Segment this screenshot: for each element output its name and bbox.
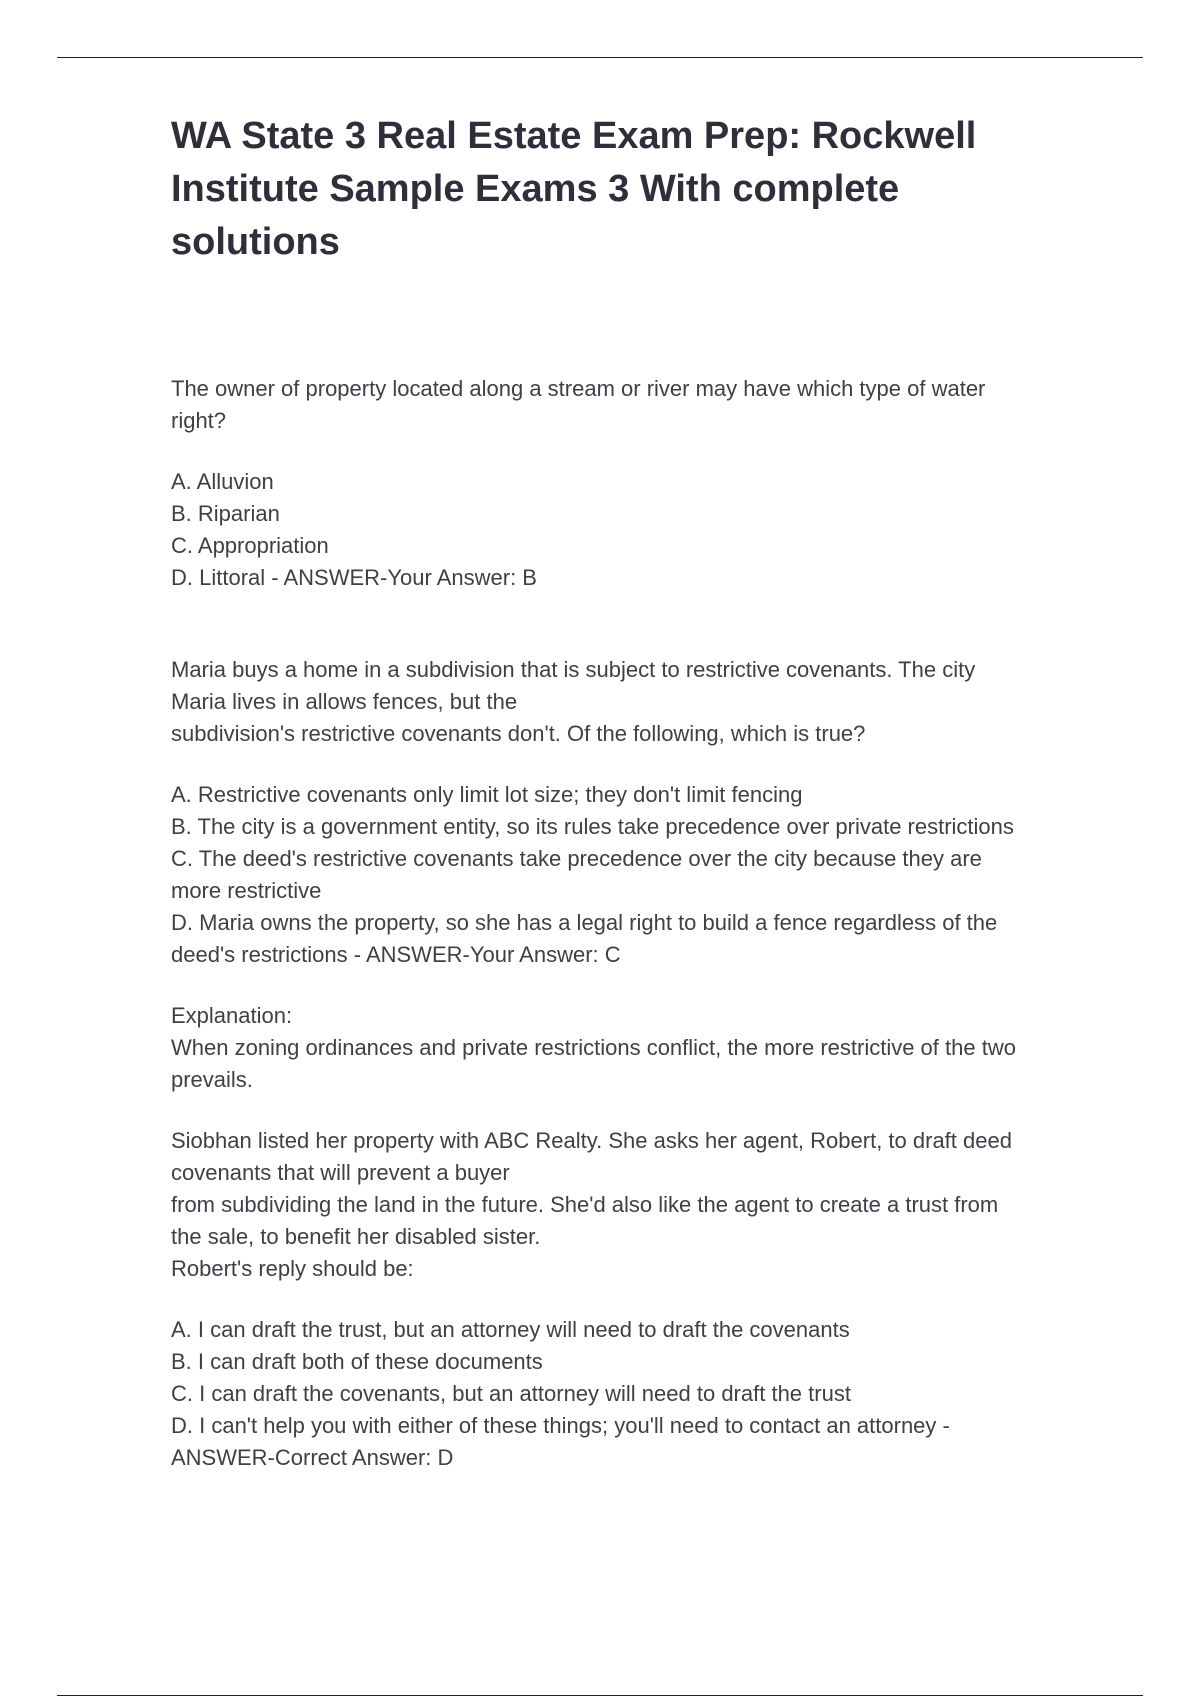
choice-c: C. I can draft the covenants, but an attorney will need to draft the trust [171, 1381, 851, 1406]
explanation-heading: Explanation: [171, 1003, 293, 1028]
stem-line: Robert's reply should be: [171, 1256, 414, 1281]
document-title [171, 110, 1101, 269]
choice-b: B. I can draft both of these documents [171, 1349, 543, 1374]
explanation [171, 1000, 1101, 1096]
choice-b: B. The city is a government entity, so its rules take precedence over private restrictions [171, 814, 1014, 839]
choice-b: B. Riparian [171, 501, 280, 526]
choice-d: D. I can't help you with either of these things; you'll need to contact an attorney - [171, 1413, 950, 1438]
choice-a: A. Restrictive covenants only limit lot size; they don't limit fencing [171, 782, 803, 807]
bottom-rule [57, 1695, 1143, 1696]
title-line: solutions [171, 221, 340, 263]
title-line: Institute Sample Exams 3 With complete [171, 168, 900, 210]
stem-line: subdivision's restrictive covenants don't. Of the following, which is true? [171, 721, 866, 746]
question-list [171, 373, 1101, 1474]
title-line: WA State 3 Real Estate Exam Prep: Rockwell [171, 115, 977, 157]
document-page [171, 110, 1101, 1474]
stem-line: covenants that will prevent a buyer [171, 1160, 510, 1185]
stem-line: Maria buys a home in a subdivision that is subject to restrictive covenants. The city [171, 657, 976, 682]
choice-c-continued: more restrictive [171, 878, 322, 903]
choice-d-with-answer: D. Littoral - ANSWER-Your Answer: B [171, 565, 537, 590]
choice-a: A. I can draft the trust, but an attorney will need to draft the covenants [171, 1317, 850, 1342]
question-stem [171, 654, 1101, 750]
explanation-text: prevails. [171, 1067, 253, 1092]
choice-d: D. Maria owns the property, so she has a legal right to build a fence regardless of the [171, 910, 998, 935]
answer-choices [171, 779, 1101, 971]
stem-line: right? [171, 408, 227, 433]
stem-line: Maria lives in allows fences, but the [171, 689, 518, 714]
top-rule [57, 57, 1143, 58]
stem-line: from subdividing the land in the future. She'd also like the agent to create a trust from [171, 1192, 999, 1217]
answer-choices [171, 1314, 1101, 1474]
explanation-text: When zoning ordinances and private restrictions conflict, the more restrictive of the two [171, 1035, 1016, 1060]
stem-line: The owner of property located along a stream or river may have which type of water [171, 376, 986, 401]
question-stem [171, 1125, 1101, 1285]
stem-line: the sale, to benefit her disabled sister. [171, 1224, 541, 1249]
question-stem [171, 373, 1101, 437]
choice-c: C. Appropriation [171, 533, 329, 558]
question-3 [171, 1125, 1101, 1474]
choice-d-with-answer: ANSWER-Correct Answer: D [171, 1445, 454, 1470]
stem-line: Siobhan listed her property with ABC Realty. She asks her agent, Robert, to draft deed [171, 1128, 1012, 1153]
question-1 [171, 373, 1101, 594]
answer-choices [171, 466, 1101, 594]
choice-c: C. The deed's restrictive covenants take precedence over the city because they are [171, 846, 982, 871]
choice-d-with-answer: deed's restrictions - ANSWER-Your Answer: C [171, 942, 621, 967]
choice-a: A. Alluvion [171, 469, 274, 494]
question-2 [171, 654, 1101, 1096]
